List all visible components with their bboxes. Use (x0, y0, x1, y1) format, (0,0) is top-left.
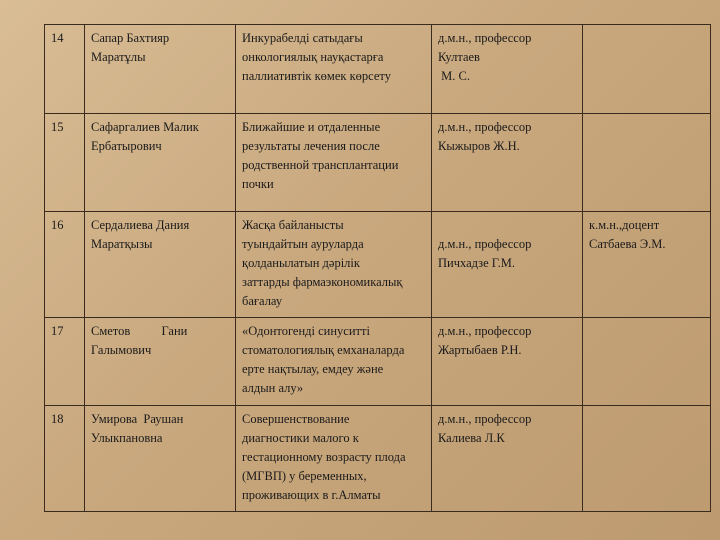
supervisor: д.м.н., профессор Калиева Л.К (432, 406, 583, 512)
supervisor: д.м.н., профессор Пичхадзе Г.М. (432, 212, 583, 318)
table-row (45, 406, 711, 512)
supervisor: д.м.н., профессор Кыжыров Ж.Н. (432, 114, 583, 212)
row-number: 15 (45, 114, 85, 212)
table-row (45, 114, 711, 212)
row-number: 14 (45, 25, 85, 114)
table-row (45, 318, 711, 406)
row-number: 18 (45, 406, 85, 512)
co-supervisor: к.м.н.,доцент Сатбаева Э.М. (583, 212, 711, 318)
students-table (44, 24, 711, 512)
thesis-topic: Жасқа байланысты туындайтын ауруларда қолданылатын дәрілік заттарды фармаэкономикалық бағалау (236, 212, 432, 318)
co-supervisor (583, 25, 711, 114)
co-supervisor (583, 114, 711, 212)
thesis-topic: Ближайшие и отдаленные результаты лечения после родственной трансплантации почки (236, 114, 432, 212)
row-number: 16 (45, 212, 85, 318)
student-name: Сердалиева Дания Маратқызы (85, 212, 236, 318)
table-row (45, 212, 711, 318)
row-number: 17 (45, 318, 85, 406)
supervisor: д.м.н., профессор Жартыбаев Р.Н. (432, 318, 583, 406)
thesis-topic: Совершенствование диагностики малого к гестационному возрасту плода (МГВП) у беременных, проживающих в г.Алматы (236, 406, 432, 512)
student-name: Сметов Гани Галымович (85, 318, 236, 406)
supervisor: д.м.н., профессор Култаев М. С. (432, 25, 583, 114)
thesis-topic: Инкурабелді сатыдағы онкологиялық науқастарға паллиативтік көмек көрсету (236, 25, 432, 114)
student-name: Умирова Раушан Улыкпановна (85, 406, 236, 512)
thesis-topic: «Одонтогенді синуситті стоматологиялық емханаларда ерте нақтылау, емдеу және алдын алу» (236, 318, 432, 406)
table-row (45, 25, 711, 114)
student-name: Сафаргалиев Малик Ербатырович (85, 114, 236, 212)
co-supervisor (583, 318, 711, 406)
student-name: Сапар Бахтияр Маратұлы (85, 25, 236, 114)
co-supervisor (583, 406, 711, 512)
